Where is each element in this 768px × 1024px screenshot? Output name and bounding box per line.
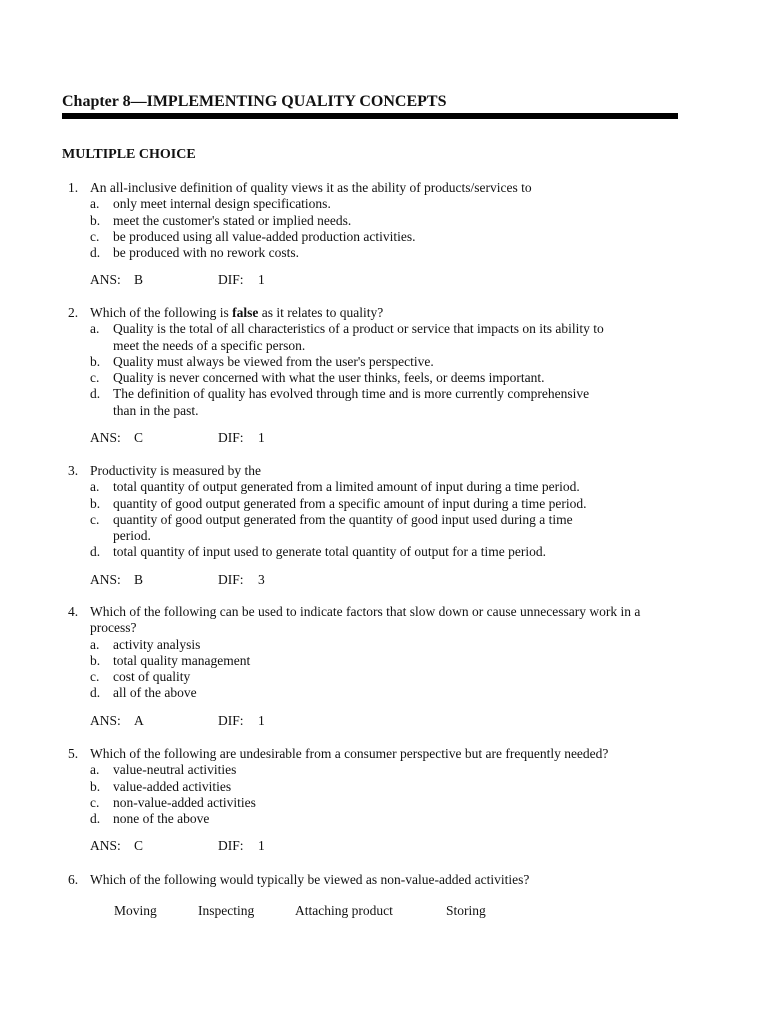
option-text: total quantity of output generated from a limited amount of input during a time period. <box>113 479 580 495</box>
question-emphasis: false <box>232 305 259 320</box>
answer-row <box>62 430 672 446</box>
option-letter: b. <box>90 652 101 668</box>
question-2-stem <box>62 305 672 321</box>
question-number: 1. <box>68 180 79 195</box>
option-letter: d. <box>90 811 101 827</box>
option-letter: c. <box>90 794 100 810</box>
question-3 <box>62 463 672 588</box>
option-d <box>62 245 672 261</box>
ans-label: ANS: <box>90 838 121 854</box>
option-letter: a. <box>90 196 100 212</box>
dif-value: 1 <box>258 838 265 854</box>
answer-row <box>62 272 672 288</box>
question-4 <box>62 604 672 729</box>
title-rule <box>62 113 678 119</box>
activity-item: Storing <box>446 903 486 919</box>
question-text: Which of the following can be used to indicate factors that slow down or cause unnecessary work in a process? <box>90 604 641 636</box>
option-d <box>62 386 672 419</box>
option-d <box>62 544 672 560</box>
option-letter: c. <box>90 669 100 685</box>
option-a <box>62 196 672 212</box>
dif-value: 3 <box>258 571 265 587</box>
ans-label: ANS: <box>90 571 121 587</box>
question-5-stem <box>62 746 672 762</box>
option-letter: c. <box>90 370 100 386</box>
option-letter: b. <box>90 778 101 794</box>
dif-label: DIF: <box>218 272 244 288</box>
option-letter: d. <box>90 386 101 402</box>
dif-label: DIF: <box>218 571 244 587</box>
option-text: Quality must always be viewed from the user's perspective. <box>113 353 434 369</box>
option-a <box>62 321 672 354</box>
question-2 <box>62 305 672 446</box>
option-a <box>62 762 672 778</box>
activity-item: Attaching product <box>295 903 393 919</box>
option-letter: a. <box>90 636 100 652</box>
dif-label: DIF: <box>218 712 244 728</box>
question-text-before: Which of the following is <box>90 305 233 320</box>
question-5 <box>62 746 672 854</box>
option-text: meet the customer's stated or implied needs. <box>113 212 352 228</box>
option-c <box>62 512 672 545</box>
question-4-stem <box>62 604 672 637</box>
ans-label: ANS: <box>90 272 121 288</box>
option-c <box>62 669 672 685</box>
question-text: Which of the following would typically be viewed as non-value-added activities? <box>90 872 530 887</box>
option-letter: b. <box>90 212 101 228</box>
option-c <box>62 370 672 386</box>
option-letter: d. <box>90 245 101 261</box>
ans-value: B <box>134 571 144 587</box>
option-a <box>62 479 672 495</box>
option-text: only meet internal design specifications. <box>113 196 331 212</box>
option-b <box>62 354 672 370</box>
option-c <box>62 229 672 245</box>
option-text: quantity of good output generated from a specific amount of input during a time period. <box>113 495 587 511</box>
option-b <box>62 779 672 795</box>
question-text: An all-inclusive definition of quality views it as the ability of products/services to <box>90 180 532 195</box>
option-c <box>62 795 672 811</box>
option-letter: c. <box>90 511 100 527</box>
question-1-stem <box>62 180 672 196</box>
answer-row <box>62 572 672 588</box>
activity-item: Moving <box>114 903 157 919</box>
option-text: be produced using all value-added production activities. <box>113 228 416 244</box>
question-number: 6. <box>68 872 79 887</box>
option-text: non-value-added activities <box>113 794 256 810</box>
section-title: MULTIPLE CHOICE <box>62 147 196 162</box>
option-text: be produced with no rework costs. <box>113 245 299 261</box>
option-text: The definition of quality has evolved through time and is more currently comprehensive than in the past. <box>113 386 590 418</box>
option-text: total quality management <box>113 652 251 668</box>
activity-items <box>62 903 672 919</box>
ans-value: C <box>134 838 144 854</box>
option-letter: d. <box>90 544 101 560</box>
option-letter: a. <box>90 479 100 495</box>
ans-value: B <box>134 272 144 288</box>
option-a <box>62 637 672 653</box>
dif-value: 1 <box>258 712 265 728</box>
question-number: 5. <box>68 746 79 761</box>
question-number: 4. <box>68 604 79 619</box>
ans-label: ANS: <box>90 430 121 446</box>
option-letter: a. <box>90 321 100 337</box>
question-6-stem <box>62 872 672 888</box>
option-text: Quality is the total of all characteristics of a product or service that impacts on its ability to meet the needs of a specific person. <box>113 321 604 353</box>
question-1 <box>62 180 672 288</box>
ans-value: C <box>134 430 144 446</box>
option-text: activity analysis <box>113 636 201 652</box>
option-b <box>62 213 672 229</box>
option-d <box>62 685 672 701</box>
question-text: Which of the following are undesirable from a consumer perspective but are frequently needed? <box>90 746 609 761</box>
option-text: Quality is never concerned with what the user thinks, feels, or deems important. <box>113 370 545 386</box>
option-text: quantity of good output generated from the quantity of good input used during a time period. <box>113 511 573 544</box>
answer-row <box>62 838 672 854</box>
chapter-title: Chapter 8—IMPLEMENTING QUALITY CONCEPTS <box>62 93 447 110</box>
option-b <box>62 653 672 669</box>
option-letter: a. <box>90 762 100 778</box>
question-3-stem <box>62 463 672 479</box>
option-letter: b. <box>90 495 101 511</box>
activity-item: Inspecting <box>198 903 255 919</box>
question-number: 3. <box>68 463 79 478</box>
option-letter: d. <box>90 685 101 701</box>
option-text: all of the above <box>113 685 197 701</box>
ans-label: ANS: <box>90 712 121 728</box>
ans-value: A <box>134 712 144 728</box>
dif-label: DIF: <box>218 838 244 854</box>
question-6 <box>62 872 672 919</box>
option-text: cost of quality <box>113 669 191 685</box>
option-text: value-neutral activities <box>113 762 237 778</box>
answer-row <box>62 713 672 729</box>
option-text: none of the above <box>113 811 210 827</box>
dif-value: 1 <box>258 272 265 288</box>
question-text: Productivity is measured by the <box>90 463 261 478</box>
option-text: value-added activities <box>113 778 232 794</box>
option-d <box>62 811 672 827</box>
dif-label: DIF: <box>218 430 244 446</box>
question-number: 2. <box>68 305 79 320</box>
option-letter: b. <box>90 353 101 369</box>
option-text: total quantity of input used to generate total quantity of output for a time period. <box>113 544 547 560</box>
option-b <box>62 496 672 512</box>
option-letter: c. <box>90 228 100 244</box>
question-text-after: as it relates to quality? <box>258 305 384 320</box>
dif-value: 1 <box>258 430 265 446</box>
